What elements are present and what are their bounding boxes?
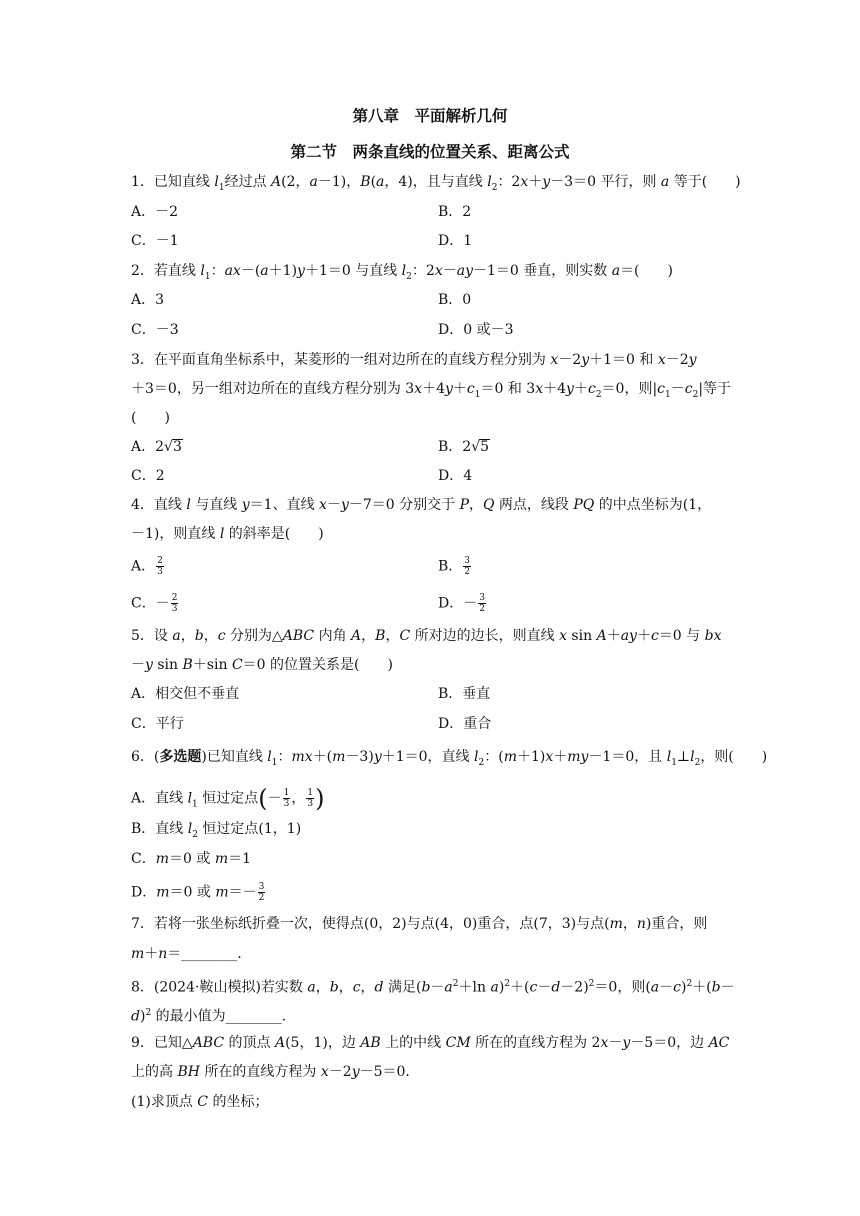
q1-option-b: B．2 — [438, 204, 472, 220]
q6-option-b: B．直线 $l_2$ 恒过定点(1，1) — [131, 821, 302, 840]
question-7-line-2: m＋n＝________. — [131, 946, 242, 962]
question-8-line-2: d)$^2$ 的最小值为________. — [131, 1008, 287, 1025]
question-3-stem-line-3: ( ) — [131, 410, 170, 426]
q4-option-c: C．－ $\frac{2}{3}$ — [131, 593, 178, 614]
q2-option-d: D．0 或－3 — [438, 322, 514, 338]
q2-option-b: B．0 — [438, 292, 472, 308]
q6-option-d: D．m＝0 或 m＝－ $\frac{3}{2}$ — [131, 882, 265, 903]
question-5-stem-line-1: 5．设 a，b，c 分别为△ABC 内角 A，B，C 所对边的边长，则直线 x sin A＋ay＋c＝0 与 bx — [131, 628, 722, 644]
section-title: 第二节 两条直线的位置关系、距离公式 — [290, 142, 570, 161]
q4-option-a: A． $\frac{2}{3}$ — [131, 556, 163, 577]
chapter-title: 第八章 平面解析几何 — [352, 106, 508, 125]
q3-option-a: A．2√3 — [131, 439, 182, 455]
question-6-stem: 6．(多选题)已知直线 $l_1$：mx＋(m－3)y＋1＝0，直线 $l_2$：(m＋1)x＋my－1＝0，且 $l_1\perp l_2$，则( ) — [131, 749, 768, 768]
q1-option-c: C．－1 — [131, 233, 179, 249]
question-5-stem-line-2: －y sin B＋sin C＝0 的位置关系是( ) — [131, 657, 393, 673]
question-1-stem: 1．已知直线 $l_1$经过点 A(2，a－1)，B(a，4)，且与直线 $l_2$：2x＋y－3＝0 平行，则 a 等于( ) — [131, 174, 741, 193]
question-4-stem-line-2: －1)，则直线 l 的斜率是( ) — [131, 526, 324, 542]
q5-option-a: A．相交但不垂直 — [131, 686, 240, 702]
question-9-line-1: 9．已知△ABC 的顶点 A(5，1)，边 AB 上的中线 CM 所在的直线方程为 2x－y－5＝0，边 AC — [131, 1035, 730, 1051]
q2-option-a: A．3 — [131, 292, 165, 308]
q4-option-d: D．－ $\frac{3}{2}$ — [438, 593, 485, 614]
q5-option-d: D．重合 — [438, 716, 492, 732]
q6-option-a: A．直线 $l_1$ 恒过定点(－ $\frac{1}{3}$ ， $\frac{1}{3}$ ) — [131, 784, 325, 813]
q3-option-d: D．4 — [438, 468, 473, 484]
q3-option-c: C．2 — [131, 468, 165, 484]
question-2-stem: 2．若直线 $l_1$：ax－(a＋1)y＋1＝0 与直线 $l_2$：2x－ay－1＝0 垂直，则实数 a＝( ) — [131, 263, 673, 282]
q1-option-a: A．－2 — [131, 204, 179, 220]
q4-option-b: B． $\frac{3}{2}$ — [438, 556, 471, 577]
q5-option-b: B．垂直 — [438, 686, 491, 702]
question-9-line-2: 上的高 BH 所在的直线方程为 x－2y－5＝0. — [131, 1064, 410, 1080]
q1-option-d: D．1 — [438, 233, 473, 249]
question-4-stem-line-1: 4．直线 l 与直线 y＝1、直线 x－y－7＝0 分别交于 P，Q 两点，线段 PQ 的中点坐标为(1， — [131, 497, 712, 513]
question-7-line-1: 7．若将一张坐标纸折叠一次，使得点(0，2)与点(4，0)重合，点(7，3)与点(m，n)重合，则 — [131, 916, 708, 932]
question-3-stem-line-1: 3．在平面直角坐标系中，某菱形的一组对边所在的直线方程分别为 x－2y＋1＝0 和 x－2y — [131, 352, 697, 368]
q5-option-c: C．平行 — [131, 716, 184, 732]
q2-option-c: C．－3 — [131, 322, 179, 338]
question-9-part-1: (1)求顶点 C 的坐标； — [131, 1094, 269, 1110]
question-3-stem-line-2: ＋3＝0，另一组对边所在的直线方程分别为 $3x+4y+c_1=0$ 和 $3x+4y+c_2=0$，则$|c_1-c_2|$等于 — [131, 381, 732, 400]
q6-option-c: C．m＝0 或 m＝1 — [131, 851, 252, 867]
question-8-line-1: 8．(2024·鞍山模拟)若实数 a，b，c，d 满足($b-a^2+\ln$ $a)^2+(c-d-2)^2=0$，则$(a-c)^2+(b-$ — [131, 979, 735, 996]
q3-option-b: B．2√5 — [438, 439, 490, 455]
